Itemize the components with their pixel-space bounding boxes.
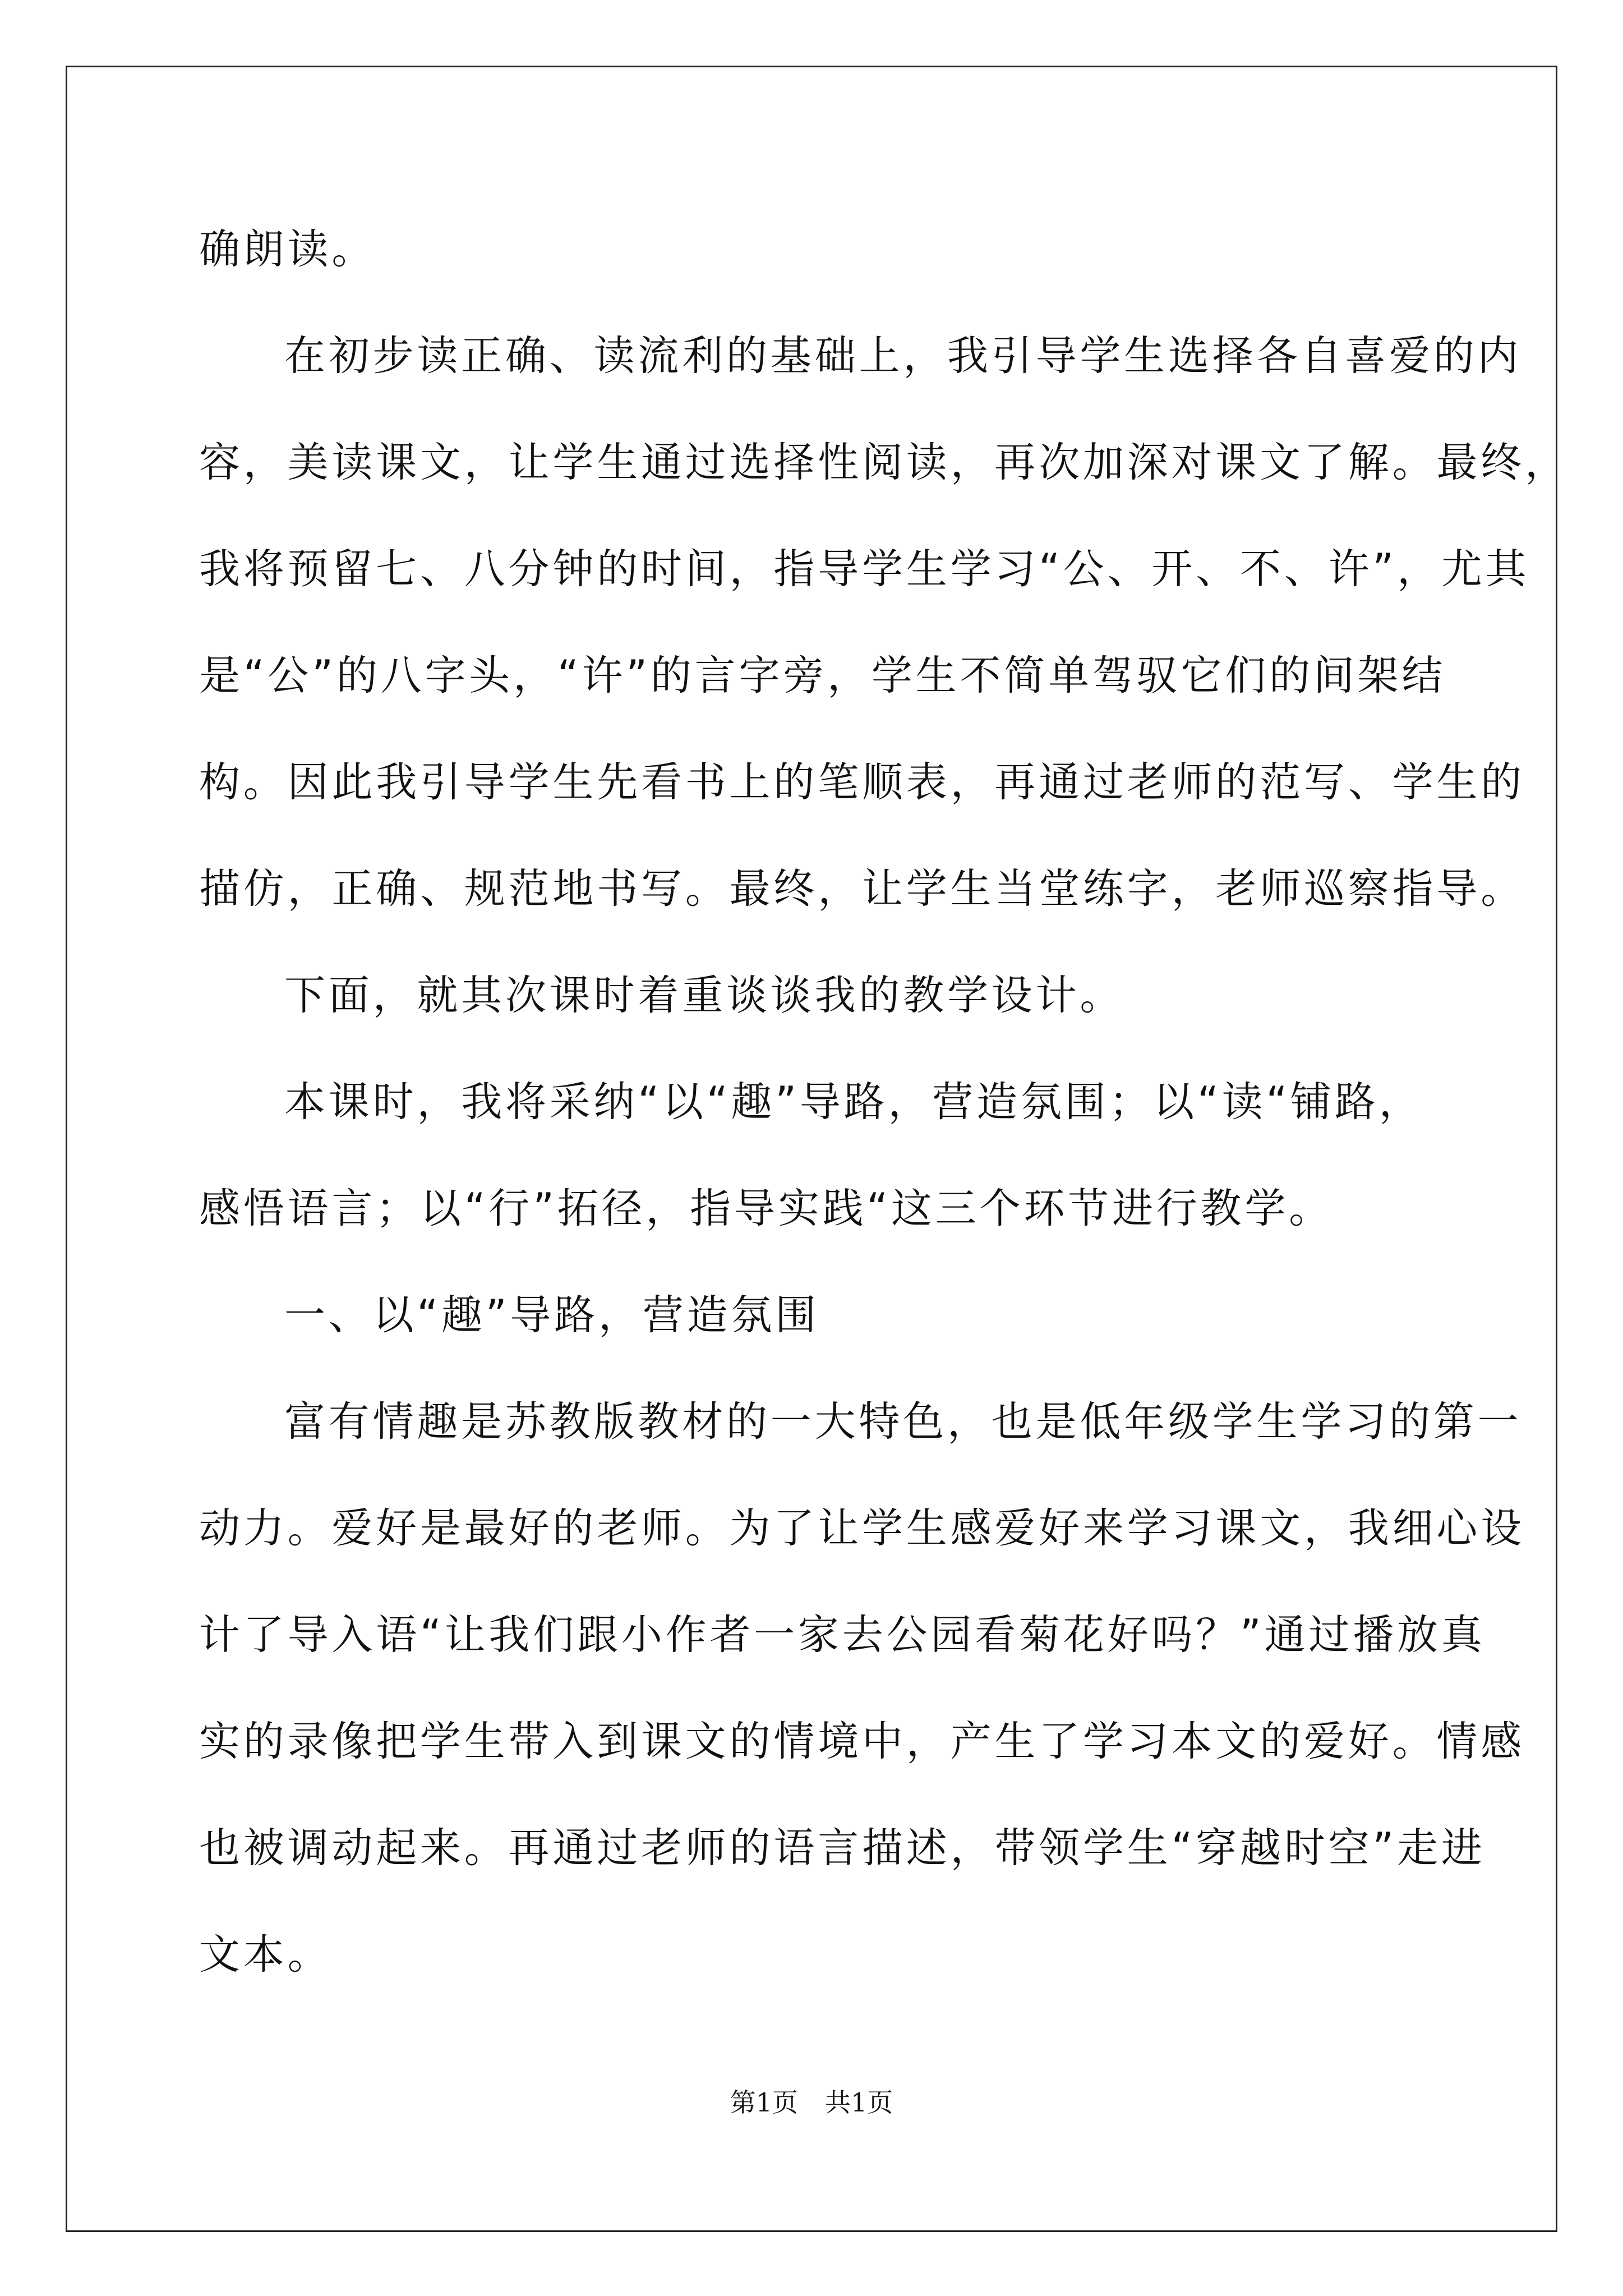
document-body bbox=[199, 196, 1569, 2008]
text-line: 感悟语言；以“行”拓径，指导实践“这三个环节进行教学。 bbox=[199, 1185, 1334, 1232]
text-line: 富有情趣是苏教版教材的一大特色，也是低年级学生学习的第一 bbox=[284, 1398, 1522, 1446]
text-line: 在初步读正确、读流利的基础上，我引导学生选择各自喜爱的内 bbox=[284, 332, 1522, 380]
text-line: 我将预留七、八分钟的时间，指导学生学习“公、开、不、许”，尤其 bbox=[199, 545, 1530, 593]
text-line: 实的录像把学生带入到课文的情境中，产生了学习本文的爱好。情感 bbox=[199, 1718, 1525, 1765]
section-heading: 一、以“趣”导路，营造氛围 bbox=[284, 1291, 820, 1339]
text-line: 确朗读。 bbox=[199, 226, 376, 273]
text-line: 文本。 bbox=[199, 1931, 332, 1978]
text-line: 下面，就其次课时着重谈谈我的教学设计。 bbox=[284, 972, 1124, 1019]
page-footer bbox=[0, 2086, 1623, 2119]
text-line: 动力。爱好是最好的老师。为了让学生感爱好来学习课文，我细心设 bbox=[199, 1504, 1525, 1552]
text-line: 也被调动起来。再通过老师的语言描述，带领学生“穿越时空”走进 bbox=[199, 1824, 1486, 1872]
text-line: 是“公”的八字头，“许”的言字旁，学生不简单驾驭它们的间架结 bbox=[199, 652, 1446, 700]
page-total: 共1页 bbox=[825, 2087, 893, 2118]
text-line: 描仿，正确、规范地书写。最终，让学生当堂练字，老师巡察指导。 bbox=[199, 865, 1525, 913]
text-line: 容，美读课文，让学生通过选择性阅读，再次加深对课文了解。最终， bbox=[199, 439, 1569, 486]
text-line: 构。因此我引导学生先看书上的笔顺表，再通过老师的范写、学生的 bbox=[199, 758, 1525, 806]
page-number: 第1页 bbox=[730, 2087, 798, 2118]
text-line: 计了导入语“让我们跟小作者一家去公园看菊花好吗？”通过播放真 bbox=[199, 1611, 1486, 1659]
text-line: 本课时，我将采纳“以“趣”导路，营造氛围；以“读“铺路， bbox=[284, 1078, 1423, 1126]
